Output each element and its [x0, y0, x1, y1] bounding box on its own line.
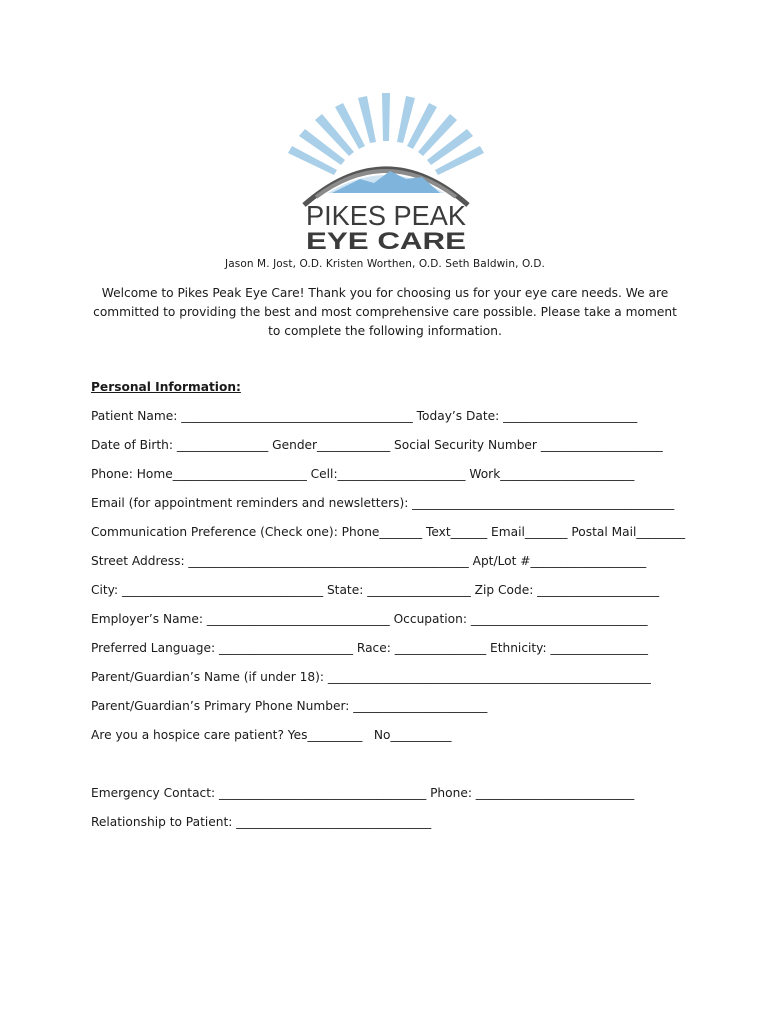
sun-rays-icon	[288, 93, 484, 175]
city-state-zip-field[interactable]: City: _________________________________ State: _________________ Zip Code: ____________________	[91, 583, 660, 597]
doctors-list: Jason M. Jost, O.D. Kristen Worthen, O.D. Seth Baldwin, O.D.	[225, 258, 545, 270]
email-field[interactable]: Email (for appointment reminders and newsletters): ___________________________________________	[91, 496, 675, 510]
emergency-contact-field[interactable]: Emergency Contact: __________________________________ Phone: __________________________	[91, 786, 635, 800]
phone-field[interactable]: Phone: Home______________________ Cell:_____________________ Work______________________	[91, 467, 635, 481]
guardian-phone-field[interactable]: Parent/Guardian’s Primary Phone Number: ______________________	[91, 699, 488, 713]
logo-line-2: EYE CARE	[306, 228, 466, 253]
patient-name-field[interactable]: Patient Name: ______________________________________ Today’s Date: ______________________	[91, 409, 638, 423]
guardian-name-field[interactable]: Parent/Guardian’s Name (if under 18): _____________________________________________________	[91, 670, 651, 684]
welcome-message: Welcome to Pikes Peak Eye Care! Thank you for choosing us for your eye care needs. We are committed to providing the best and most comprehensive care possible. Please take a moment to complete the following information.	[93, 286, 677, 338]
employer-field[interactable]: Employer’s Name: ______________________________ Occupation: _____________________________	[91, 612, 648, 626]
logo-line-1: PIKES PEAK	[306, 200, 467, 231]
section-title-personal-information: Personal Information:	[91, 380, 241, 394]
date-of-birth-field[interactable]: Date of Birth: _______________ Gender____________ Social Security Number ____________________	[91, 438, 663, 452]
street-address-field[interactable]: Street Address: ______________________________________________ Apt/Lot #___________________	[91, 554, 647, 568]
relationship-field[interactable]: Relationship to Patient: ________________________________	[91, 815, 432, 829]
pikes-peak-eye-care-logo	[282, 93, 490, 253]
hospice-field[interactable]: Are you a hospice care patient? Yes_________ No__________	[91, 728, 452, 742]
communication-preference-field[interactable]: Communication Preference (Check one): Phone_______ Text______ Email_______ Postal Mail________	[91, 525, 686, 539]
language-race-ethnicity-field[interactable]: Preferred Language: ______________________ Race: _______________ Ethnicity: ________________	[91, 641, 648, 655]
